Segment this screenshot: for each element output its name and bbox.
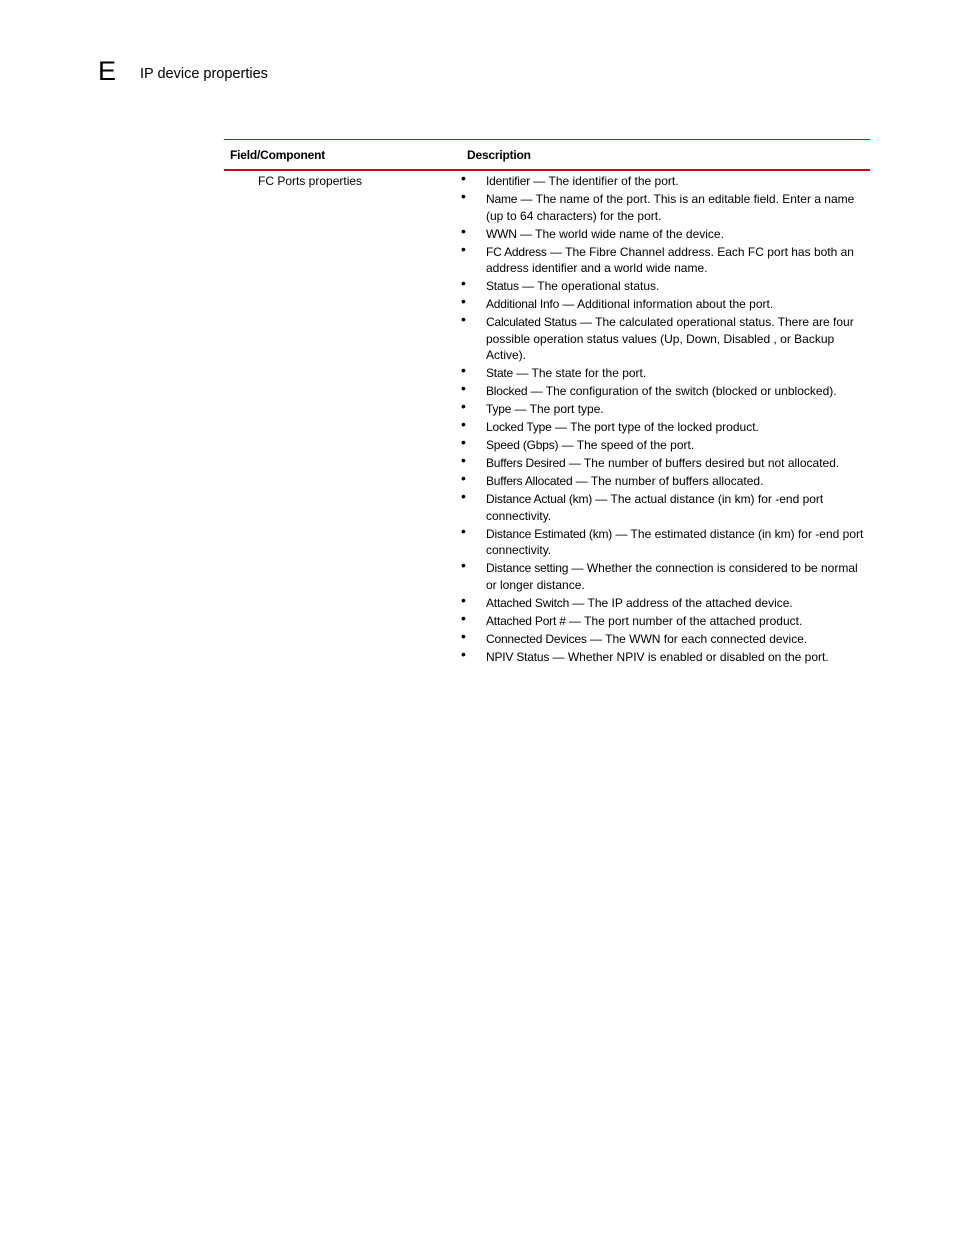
property-description: — The number of buffers allocated. [572,474,764,488]
property-term: Attached Switch [486,595,570,610]
property-term: FC Address [486,244,547,259]
table-row [224,171,870,667]
property-term: Distance Actual (km) [486,492,593,506]
bullet-icon: • [461,293,466,309]
list-item [459,380,870,400]
property-term: Distance setting [486,561,569,575]
list-item [459,470,870,490]
property-description: — The name of the port. This is an editable field. Enter a name (up to 64 characters) for the port. [486,192,855,223]
property-description: — The port type of the locked product. [551,420,759,434]
bullet-icon: • [461,170,466,186]
bullet-icon: • [461,222,466,239]
bullet-icon: • [461,645,466,662]
property-term: Identifier [486,174,531,188]
property-description: — Whether NPIV is enabled or disabled on the port. [549,649,829,664]
field-cell: FC Ports properties [258,174,363,188]
bullet-icon: • [461,557,466,573]
properties-table [224,139,870,667]
property-description: — The world wide name of the device. [516,226,724,241]
bullet-icon: • [461,275,466,291]
property-term: Speed (Gbps) [486,438,559,452]
property-description: — The WWN for each connected device. [586,631,808,646]
property-term: Blocked [486,384,528,398]
property-term: Calculated Status [486,315,577,329]
bullet-icon: • [461,522,466,539]
property-term: Name [486,192,518,206]
list-item [459,645,870,666]
list-item [459,557,870,593]
property-description: — The Fibre Channel address. Each FC port has both an address identifier and a world wide name. [486,244,854,275]
list-item [459,627,870,648]
page-header-title: IP device properties [140,66,268,82]
property-term: NPIV Status [486,649,550,664]
property-term: Connected Devices [486,631,587,646]
property-description: — The number of buffers desired but not allocated. [565,456,840,470]
property-term: Distance Estimated (km) [486,526,613,541]
property-term: WWN [486,226,517,241]
property-term: Attached Port # [486,613,566,628]
property-description: — Additional information about the port. [559,297,774,311]
list-item [459,188,870,224]
property-term: Buffers Desired [486,456,566,470]
property-description: — The port type. [511,402,604,416]
list-item [459,452,870,472]
bullet-icon: • [461,416,466,432]
bullet-icon: • [461,627,466,644]
list-item [459,434,870,454]
list-item [459,398,870,418]
list-item [459,275,870,295]
list-item [459,362,870,382]
bullet-icon: • [461,362,466,378]
property-term: Additional Info [486,297,560,311]
bullet-icon: • [461,188,466,204]
list-item [459,522,870,559]
column-header-description: Description [467,147,531,162]
property-term: Type [486,402,512,416]
property-term: Locked Type [486,420,552,434]
property-term: State [486,366,514,380]
bullet-icon: • [461,470,466,486]
description-cell [459,170,870,667]
list-item [459,293,870,313]
bullet-icon: • [461,240,466,257]
list-item [459,488,870,524]
chapter-letter: E [98,56,117,86]
property-description: — The state for the port. [513,366,647,380]
list-item [459,222,870,243]
list-item [459,609,870,630]
property-description: — The operational status. [518,279,660,293]
property-description: — The configuration of the switch (blocked or unblocked). [527,384,837,398]
column-header-field: Field/Component [230,147,325,162]
property-description: — The estimated distance (in km) for -end port connectivity. [486,526,864,557]
bullet-icon: • [461,434,466,450]
bullet-icon: • [461,591,466,608]
list-item [459,311,870,364]
bullet-icon: • [461,452,466,468]
property-description: — The speed of the port. [558,438,695,452]
bullet-icon: • [461,380,466,396]
property-term: Buffers Allocated [486,474,573,488]
property-list [459,170,870,665]
property-description: — Whether the connection is considered to be normal or longer distance. [486,561,858,592]
bullet-icon: • [461,488,466,504]
list-item [459,591,870,612]
bullet-icon: • [461,609,466,626]
bullet-icon: • [461,398,466,414]
property-description: — The port number of the attached product. [565,613,803,628]
bullet-icon: • [461,311,466,327]
property-term: Status [486,279,519,293]
list-item [459,240,870,277]
property-description: — The IP address of the attached device. [569,595,793,610]
list-item [459,416,870,436]
list-item [459,170,870,190]
property-description: — The calculated operational status. There are four possible operation status values (Up, Down, Disabled , or Backup Active). [486,315,854,362]
table-header-row [224,140,870,169]
property-description: — The identifier of the port. [530,174,679,188]
property-description: — The actual distance (in km) for -end port connectivity. [486,492,824,523]
